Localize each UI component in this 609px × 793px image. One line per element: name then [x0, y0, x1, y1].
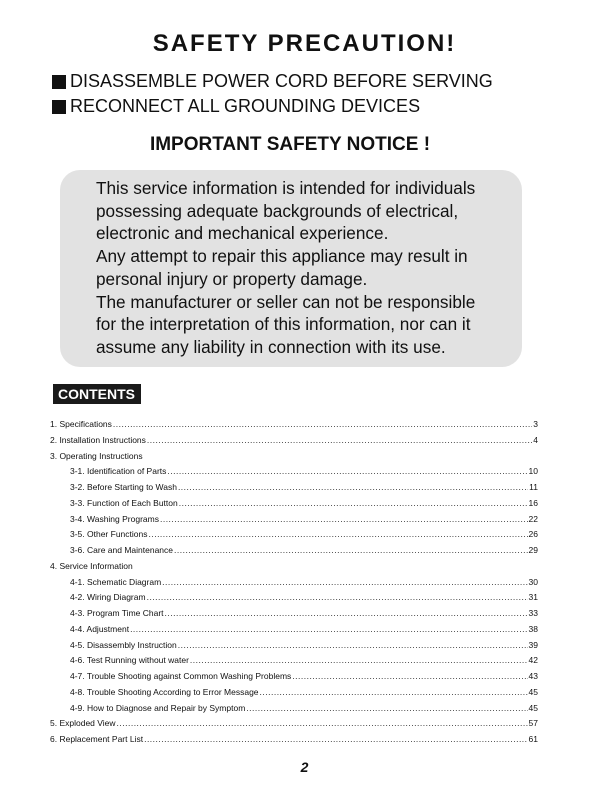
toc-leader — [165, 608, 528, 618]
toc-leader — [144, 734, 527, 744]
toc-entry-trouble-common[interactable] — [50, 671, 538, 687]
notice-line: The manufacturer or seller can not be responsible — [96, 291, 476, 312]
toc-label: 4-5. Disassembly Instruction — [70, 639, 177, 650]
toc-entry-exploded-view[interactable] — [50, 718, 538, 734]
toc-page: 57 — [528, 718, 538, 729]
toc-leader — [174, 545, 528, 555]
toc-page: 45 — [528, 686, 538, 697]
toc-section-service[interactable] — [50, 561, 538, 577]
table-of-contents — [50, 419, 538, 750]
toc-entry-care-maintenance[interactable] — [50, 545, 538, 561]
toc-entry-specifications[interactable] — [50, 419, 538, 435]
toc-label: 4-2. Wiring Diagram — [70, 592, 146, 603]
safety-notice-box — [60, 170, 522, 367]
toc-leader — [130, 624, 527, 634]
notice-line: electronic and mechanical experience. — [96, 223, 389, 244]
toc-entry-replacement-parts[interactable] — [50, 734, 538, 750]
safety-notice-heading: IMPORTANT SAFETY NOTICE ! — [149, 134, 431, 155]
toc-entry-trouble-error[interactable] — [50, 687, 538, 703]
black-square-bullet-icon — [52, 100, 66, 114]
toc-label: 4-7. Trouble Shooting against Common Washing Problems — [70, 671, 292, 681]
toc-label: 6. Replacement Part List — [50, 734, 144, 744]
toc-label: 4-9. How to Diagnose and Repair by Symptom — [70, 702, 246, 713]
toc-leader — [148, 529, 527, 539]
notice-line: possessing adequate backgrounds of electrical, — [96, 200, 459, 221]
toc-label: 3-6. Care and Maintenance — [70, 545, 174, 555]
warning-reconnect-grounding — [52, 96, 420, 117]
notice-line: This service information is intended for individuals — [96, 178, 476, 198]
toc-label: 4-3. Program Time Chart — [70, 608, 164, 618]
toc-label: 3-4. Washing Programs — [70, 513, 159, 524]
toc-section-operating[interactable] — [50, 451, 538, 467]
black-square-bullet-icon — [52, 75, 66, 89]
toc-leader — [147, 592, 528, 602]
toc-page: 33 — [528, 608, 538, 618]
toc-page: 26 — [528, 529, 538, 540]
toc-entry-disassembly[interactable] — [50, 640, 538, 656]
toc-leader — [178, 482, 528, 492]
page-number: 2 — [300, 759, 309, 775]
toc-label: 4. Service Information — [50, 560, 133, 571]
toc-page: 31 — [528, 592, 538, 603]
toc-page: 43 — [528, 671, 538, 681]
toc-entry-time-chart[interactable] — [50, 608, 538, 624]
toc-label: 4-6. Test Running without water — [70, 655, 189, 666]
contents-heading: CONTENTS — [53, 384, 141, 404]
toc-label: 2. Installation Instructions — [50, 434, 146, 445]
page-title: SAFETY PRECAUTION! — [152, 30, 457, 57]
toc-leader — [117, 718, 528, 728]
toc-leader — [260, 687, 528, 697]
toc-entry-other-functions[interactable] — [50, 529, 538, 545]
toc-leader — [147, 435, 532, 445]
warning-text: RECONNECT ALL GROUNDING DEVICES — [70, 96, 421, 116]
notice-line: for the interpretation of this information, nor can it — [96, 314, 471, 335]
toc-page: 30 — [528, 576, 538, 587]
toc-leader — [292, 671, 527, 681]
toc-entry-test-running[interactable] — [50, 655, 538, 671]
toc-entry-installation[interactable] — [50, 435, 538, 451]
toc-entry-adjustment[interactable] — [50, 624, 538, 640]
toc-leader — [178, 640, 528, 650]
toc-leader — [246, 703, 527, 713]
toc-label: 5. Exploded View — [50, 718, 116, 729]
toc-page: 42 — [528, 655, 538, 666]
toc-label: 4-8. Trouble Shooting According to Error Message — [70, 686, 259, 697]
toc-leader — [113, 419, 532, 429]
toc-entry-identification[interactable] — [50, 466, 538, 482]
toc-entry-washing-programs[interactable] — [50, 514, 538, 530]
warning-disassemble-power-cord — [52, 71, 493, 92]
toc-entry-schematic[interactable] — [50, 577, 538, 593]
toc-page: 38 — [528, 623, 538, 634]
toc-label: 4-4. Adjustment — [70, 623, 130, 634]
toc-leader — [179, 498, 528, 508]
toc-entry-function-button[interactable] — [50, 498, 538, 514]
toc-page: 22 — [528, 513, 538, 524]
toc-page: 45 — [528, 702, 538, 713]
toc-page: 61 — [528, 734, 538, 744]
toc-leader — [160, 514, 528, 524]
toc-label: 1. Specifications — [50, 419, 112, 429]
warning-text: DISASSEMBLE POWER CORD BEFORE SERVING — [70, 71, 493, 91]
toc-entry-before-starting[interactable] — [50, 482, 538, 498]
toc-page: 39 — [528, 639, 538, 650]
toc-leader — [190, 655, 528, 665]
toc-page: 10 — [528, 466, 538, 477]
toc-page: 16 — [528, 497, 538, 508]
toc-entry-diagnose-symptom[interactable] — [50, 703, 538, 719]
toc-page: 11 — [529, 482, 538, 492]
notice-line: personal injury or property damage. — [96, 268, 368, 289]
toc-entry-wiring[interactable] — [50, 592, 538, 608]
toc-label: 3-3. Function of Each Button — [70, 497, 178, 508]
toc-label: 3-1. Identification of Parts — [70, 466, 167, 477]
toc-page: 4 — [533, 434, 538, 445]
toc-leader — [162, 577, 527, 587]
toc-label: 3. Operating Instructions — [50, 450, 143, 461]
toc-label: 3-2. Before Starting to Wash — [70, 482, 177, 492]
toc-label: 4-1. Schematic Diagram — [70, 576, 162, 587]
toc-page: 29 — [528, 545, 538, 555]
toc-leader — [167, 466, 527, 476]
toc-page: 3 — [533, 419, 538, 429]
notice-line: assume any liability in connection with its use. — [96, 336, 446, 357]
notice-line: Any attempt to repair this appliance may result in — [96, 246, 468, 267]
toc-label: 3-5. Other Functions — [70, 529, 148, 540]
